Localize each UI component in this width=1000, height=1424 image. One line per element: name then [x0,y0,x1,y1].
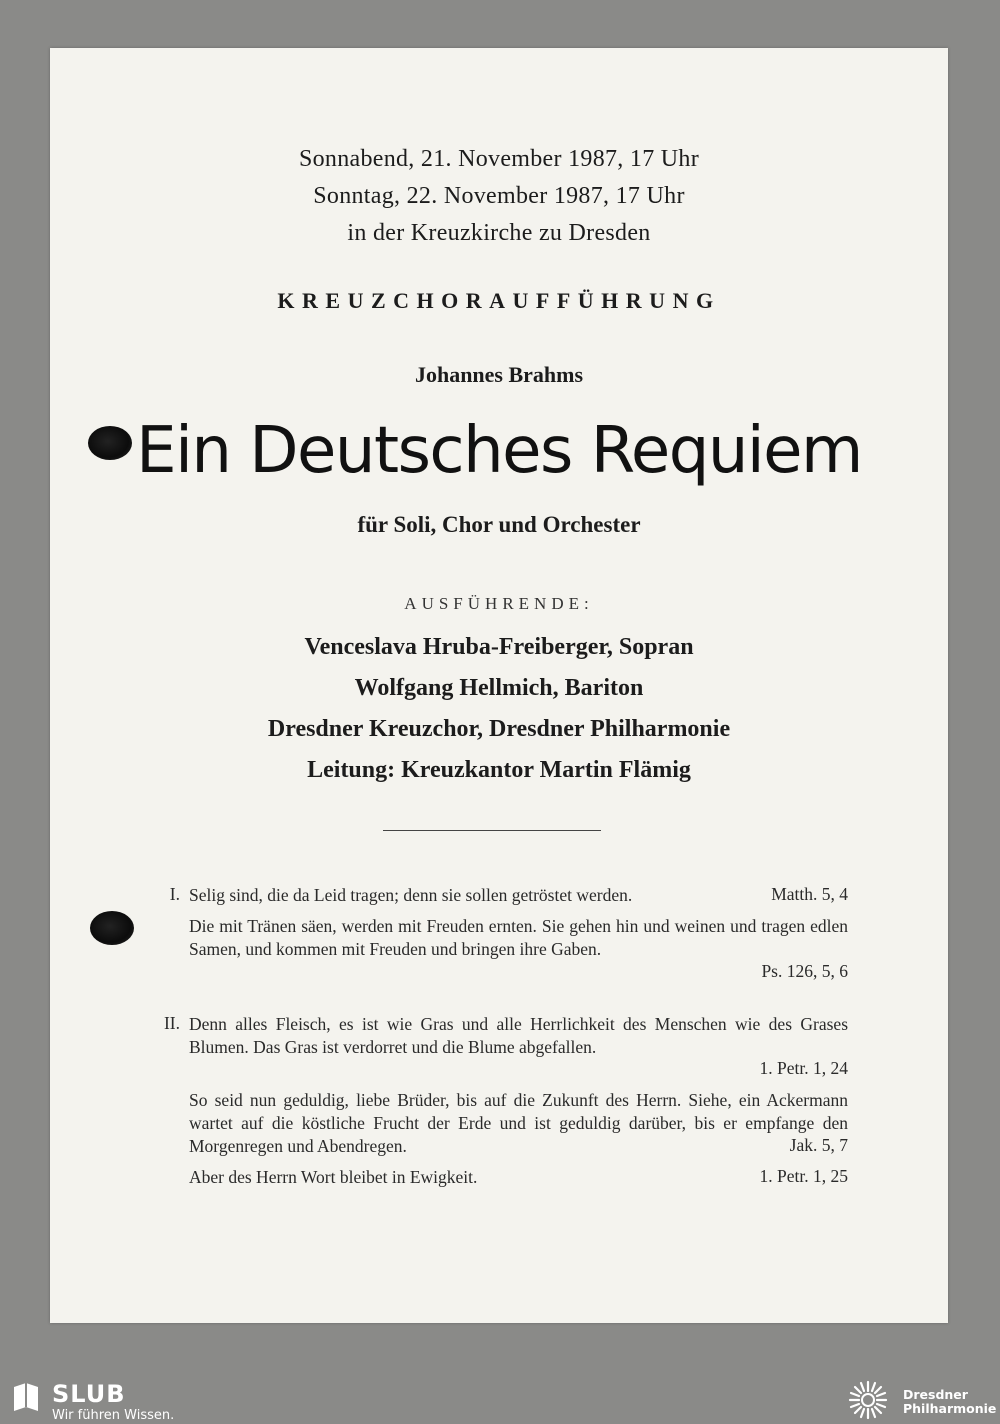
performer-conductor: Leitung: Kreuzkantor Martin Flämig [307,757,691,783]
performer-soprano: Venceslava Hruba-Freiberger, Sopran [304,634,694,660]
date-line-2: Sonntag, 22. November 1987, 17 Uhr [313,183,685,209]
movement-2-ref-3: 1. Petr. 1, 25 [759,1166,848,1186]
slub-name: SLUB [52,1380,126,1408]
movement-1-ref-2: Ps. 126, 5, 6 [761,961,848,981]
movement-2-passage-1: Denn alles Fleisch, es ist wie Gras und alle Herrlichkeit des Menschen wie des Grases Blumen. Das Gras ist verdorret und die Blume abgefallen. [189,1014,848,1057]
movement-1-passage-1: Selig sind, die da Leid tragen; denn sie sollen getröstet werden. [189,885,633,905]
performers-label: AUSFÜHRENDE: [404,594,594,613]
movement-2-passage-3: Aber des Herrn Wort bleibet in Ewigkeit. [189,1167,478,1187]
performer-ensembles: Dresdner Kreuzchor, Dresdner Philharmonie [267,716,731,742]
movement-2-ref-2: Jak. 5, 7 [789,1135,848,1155]
composer-name: Johannes Brahms [414,362,584,387]
dresdner-philharmonie-logo-icon [840,1376,896,1424]
event-type-heading: KREUZCHORAUFFÜHRUNG [277,288,721,313]
footer-bar [0,1374,1000,1424]
date-line-1: Sonnabend, 21. November 1987, 17 Uhr [298,146,700,172]
dresdner-philharmonie-wordmark [903,1388,996,1416]
performer-baritone: Wolfgang Hellmich, Bariton [354,675,644,701]
movement-numeral-2: II. [163,1013,180,1033]
slub-logo-icon [12,1381,40,1413]
work-title: Ein Deutsches Requiem [136,414,862,488]
movement-1-ref-1: Matth. 5, 4 [771,884,848,904]
movement-numeral-1: I. [169,884,180,904]
divider-line [383,830,601,831]
punch-hole [90,911,134,945]
movement-2-ref-1: 1. Petr. 1, 24 [759,1058,848,1078]
slub-tagline: Wir führen Wissen. [52,1408,175,1423]
dp-line-2: Philharmonie [903,1401,997,1416]
dp-line-1: Dresdner [903,1387,968,1402]
movement-2-passage-2: So seid nun geduldig, liebe Brüder, bis auf die Zukunft des Herrn. Siehe, ein Ackermann wartet auf die köstliche Frucht der Erde und ist geduldig darüber, bis er empfange den Morgenregen und Abendregen. [189,1090,848,1156]
venue: in der Kreuzkirche zu Dresden [347,220,651,246]
work-subtitle: für Soli, Chor und Orchester [357,512,641,537]
movement-1-passage-2: Die mit Tränen säen, werden mit Freuden ernten. Sie gehen hin und weinen und tragen edlen Samen, und kommen mit Freuden und bringen ihre Gaben. [189,916,848,959]
